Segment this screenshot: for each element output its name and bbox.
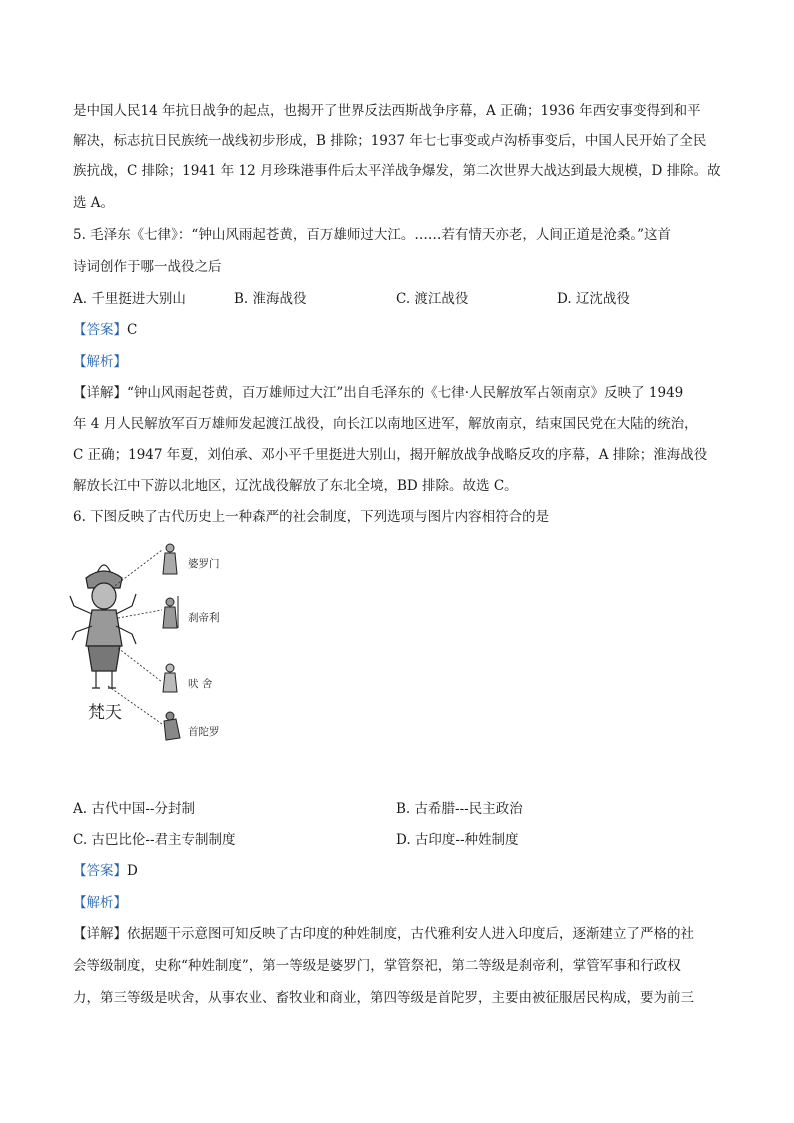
q6-option-b: B. 古希腊---民主政治 bbox=[396, 801, 523, 817]
answer-value: D bbox=[127, 863, 138, 879]
q5-option-d: D. 辽沈战役 bbox=[557, 291, 630, 307]
q6-detail-line: 会等级制度，史称“种姓制度”，第一等级是婆罗门，掌管祭祀，第二等级是刹帝利，掌管军事和行政权 bbox=[73, 958, 681, 974]
brahmin-figure bbox=[163, 544, 177, 574]
detail-tag: 【详解】 bbox=[73, 926, 127, 942]
detail-text: 依据题干示意图可知反映了古印度的种姓制度，古代雅利安人进入印度后，逐渐建立了严格的社 bbox=[127, 926, 694, 942]
q6-analysis-tag: 【解析】 bbox=[73, 895, 127, 911]
q6-detail-line bbox=[73, 924, 694, 944]
q6-option-d: D. 古印度--种姓制度 bbox=[396, 832, 519, 848]
brahma-figure bbox=[70, 565, 136, 688]
detail-text: “钟山风雨起苍黄，百万雄师过大江”出自毛泽东的《七律·人民解放军占领南京》反映了 1949 bbox=[127, 385, 684, 401]
q6-option-c: C. 古巴比伦--君主专制制度 bbox=[73, 832, 236, 848]
answer-value: C bbox=[127, 322, 138, 338]
text-line: 选 A。 bbox=[73, 195, 115, 211]
caste-system-illustration bbox=[66, 536, 246, 761]
q6-detail-line: 力，第三等级是吠舍，从事农业、畜牧业和商业，第四等级是首陀罗，主要由被征服居民构成，要为前三 bbox=[73, 990, 694, 1006]
brahma-label: 梵天 bbox=[88, 703, 122, 723]
text-line: 解决，标志抗日民族统一战线初步形成，B 排除；1937 年七七事变或卢沟桥事变后，中国人民开始了全民 bbox=[73, 133, 707, 149]
caste-label-kshatriya: 刹帝利 bbox=[188, 612, 220, 624]
q5-option-b: B. 淮海战役 bbox=[234, 291, 307, 307]
detail-tag: 【详解】 bbox=[73, 385, 127, 401]
q6-option-a: A. 古代中国--分封制 bbox=[73, 801, 195, 817]
text-line: 是中国人民14 年抗日战争的起点，也揭开了世界反法西斯战争序幕，A 正确；1936 年西安事变得到和平 bbox=[73, 103, 701, 119]
q6-answer bbox=[73, 861, 138, 881]
q5-detail-line bbox=[73, 383, 683, 403]
caste-label-vaishya: 吠 舍 bbox=[188, 678, 213, 690]
vaishya-figure bbox=[163, 664, 177, 692]
answer-tag: 【答案】 bbox=[73, 863, 127, 879]
q5-option-c: C. 渡江战役 bbox=[396, 291, 469, 307]
kshatriya-figure bbox=[163, 596, 178, 628]
question-5-stem: 5. 毛泽东《七律》：“钟山风雨起苍黄，百万雄师过大江。……若有情天亦老，人间正道是沧桑。”这首 bbox=[73, 227, 671, 243]
q5-detail-line: 解放长江中下游以北地区，辽沈战役解放了东北全境，BD 排除。故选 C。 bbox=[73, 478, 518, 494]
q5-detail-line: 年 4 月人民解放军百万雄师发起渡江战役，向长江以南地区进军，解放南京，结束国民党在大陆的统治， bbox=[73, 416, 698, 432]
q5-detail-line: C 正确；1947 年夏，刘伯承、邓小平千里挺进大别山，揭开解放战争战略反攻的序幕，A 排除；淮海战役 bbox=[73, 447, 708, 463]
q5-analysis-tag: 【解析】 bbox=[73, 354, 127, 370]
q5-answer bbox=[73, 320, 137, 340]
shudra-figure bbox=[164, 712, 180, 740]
question-5-stem: 诗词创作于哪一战役之后 bbox=[73, 259, 222, 275]
answer-tag: 【答案】 bbox=[73, 322, 127, 338]
caste-label-shudra: 首陀罗 bbox=[188, 726, 220, 738]
caste-label-brahmin: 婆罗门 bbox=[188, 558, 220, 570]
q5-option-a: A. 千里挺进大别山 bbox=[73, 291, 186, 307]
text-line: 族抗战，C 排除；1941 年 12 月珍珠港事件后太平洋战争爆发，第二次世界大战达到最大规模，D 排除。故 bbox=[73, 163, 721, 179]
question-6-stem: 6. 下图反映了古代历史上一种森严的社会制度，下列选项与图片内容相符合的是 bbox=[73, 509, 550, 525]
